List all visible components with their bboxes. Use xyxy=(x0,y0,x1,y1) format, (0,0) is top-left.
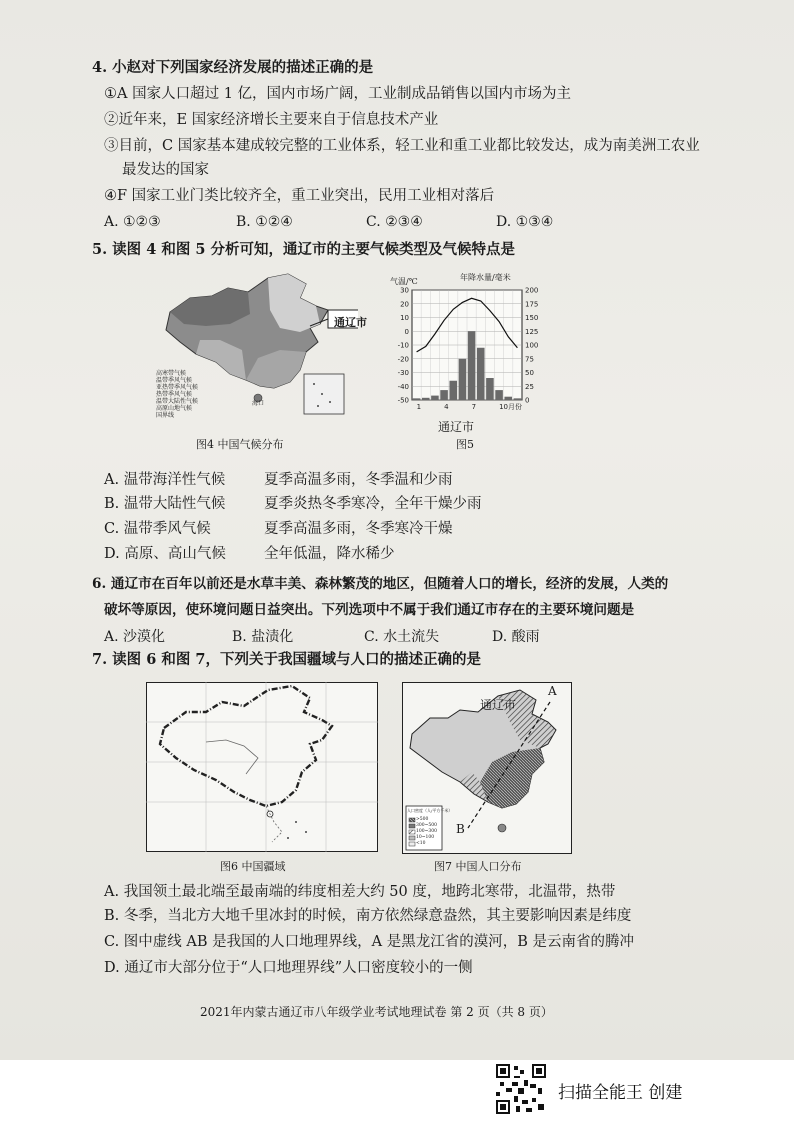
right-tick-label: 200 xyxy=(525,286,539,295)
precip-bar xyxy=(468,331,476,400)
q7-stem: 7. 读图 6 和图 7，下列关于我国疆域与人口的描述正确的是 xyxy=(92,651,482,668)
q7-option-d: D. 通辽市大部分位于“人口地理界线”人口密度较小的一侧 xyxy=(104,960,473,976)
fig7-point-b: B xyxy=(456,822,465,836)
fig6-caption: 图6 中国疆域 xyxy=(220,860,286,873)
fig4-legend-item: 温带季风气候 xyxy=(156,377,193,384)
fig7-caption: 图7 中国人口分布 xyxy=(434,860,522,873)
right-tick-label: 150 xyxy=(525,314,539,322)
q5-option-b-desc: 夏季炎热冬季寒冷，全年干燥少雨 xyxy=(264,496,482,512)
fig5-left-axis-title: 气温/℃ xyxy=(390,277,418,286)
q6-option-d: D. 酸雨 xyxy=(492,629,540,645)
q6-stem-line2: 破坏等原因，使环境问题日益突出。下列选项中不属于我们通辽市存在的主要环境问题是 xyxy=(104,602,635,618)
precip-bar xyxy=(413,398,421,400)
q5-option-c-desc: 夏季高温多雨，冬季寒冷干燥 xyxy=(264,521,453,537)
left-tick-label: -40 xyxy=(397,382,409,391)
precip-bar xyxy=(495,390,503,400)
q5-option-a-desc: 夏季高温多雨，冬季温和少雨 xyxy=(264,472,453,488)
q5-stem: 5. 读图 4 和图 5 分析可知，通辽市的主要气候类型及气候特点是 xyxy=(92,241,516,258)
fig7-legend-item: 100~300 xyxy=(416,829,437,834)
tongliao-climate-chart xyxy=(384,284,554,416)
left-tick-label: -30 xyxy=(397,369,409,377)
fig5-city-title: 通辽市 xyxy=(438,420,475,434)
q4-option-b: B. ①②④ xyxy=(236,214,293,230)
left-tick-label: -50 xyxy=(397,396,409,405)
right-tick-label: 50 xyxy=(525,369,534,377)
q4-item-3-cont: 最发达的国家 xyxy=(122,162,209,178)
right-tick-label: 100 xyxy=(525,341,539,350)
precip-bar xyxy=(486,378,494,400)
q6-stem-line1: 6. 通辽市在百年以前还是水草丰美、森林繁茂的地区，但随着人口的增长，经济的发展，人类的 xyxy=(92,576,669,592)
q7-option-a: A. 我国领土最北端至最南端的纬度相差大约 50 度，地跨北寒带，北温带，热带 xyxy=(104,884,616,900)
fig7-point-a: A xyxy=(548,684,557,698)
right-tick-label: 0 xyxy=(525,396,530,405)
fig4-legend-item: 温带大陆性气候 xyxy=(156,398,199,405)
q6-option-a: A. 沙漠化 xyxy=(104,629,166,645)
fig4-legend-item: 热带季风气候 xyxy=(156,391,193,398)
china-territory-map xyxy=(146,682,378,852)
precip-bar xyxy=(431,396,439,400)
fig7-legend-item: 300~500 xyxy=(416,823,437,828)
x-tick-label: 1 xyxy=(416,403,422,411)
q4-option-d: D. ①③④ xyxy=(496,214,554,230)
q4-option-a: A. ①②③ xyxy=(104,214,161,230)
right-tick-label: 125 xyxy=(525,327,539,336)
precip-bar xyxy=(440,390,448,400)
x-tick-label: 7 xyxy=(471,403,477,411)
fig7-legend-item: >500 xyxy=(416,817,429,822)
left-tick-label: 0 xyxy=(404,327,409,336)
q5-option-d-label: D. 高原、高山气候 xyxy=(104,546,226,562)
fig7-legend-item: <10 xyxy=(416,841,426,846)
fig4-caption: 图4 中国气候分布 xyxy=(196,438,284,451)
x-tick-label: 10月份 xyxy=(499,403,523,411)
precip-bar xyxy=(449,381,457,400)
q4-option-c: C. ②③④ xyxy=(366,214,423,230)
q6-option-b: B. 盐渍化 xyxy=(232,629,294,645)
fig5-caption: 图5 xyxy=(456,438,474,451)
q7-option-b: B. 冬季，当北方大地千里冰封的时候，南方依然绿意盎然，其主要影响因素是纬度 xyxy=(104,908,632,924)
precip-bar xyxy=(459,359,467,400)
q4-item-2: ②近年来，E 国家经济增长主要来自于信息技术产业 xyxy=(104,112,439,128)
fig4-legend-item: 高原山地气候 xyxy=(156,405,193,412)
q5-option-b-label: B. 温带大陆性气候 xyxy=(104,496,226,512)
right-tick-label: 175 xyxy=(525,300,539,309)
fig4-tongliao-label: 通辽市 xyxy=(334,316,367,329)
fig7-legend-item: 10~100 xyxy=(416,835,435,840)
fig4-legend xyxy=(156,370,198,419)
fig7-legend xyxy=(416,817,437,847)
q4-stem: 4. 小赵对下列国家经济发展的描述正确的是 xyxy=(92,59,374,76)
q4-item-3: ③目前，C 国家基本建成较完整的工业体系，轻工业和重工业都比较发达，成为南美洲工农业 xyxy=(104,138,700,154)
q5-option-a-label: A. 温带海洋性气候 xyxy=(104,472,226,488)
fig4-legend-item: 高寒带气候 xyxy=(156,370,187,377)
qr-code-icon xyxy=(496,1064,546,1114)
precip-bar xyxy=(514,398,522,400)
fig7-legend-title: 人口密度（人/平方千米） xyxy=(407,808,453,813)
fig4-haikou-label: 海口 xyxy=(252,400,265,407)
precip-bar xyxy=(477,348,485,400)
scanner-brand-text: 扫描全能王 创建 xyxy=(558,1083,683,1103)
fig7-tongliao-label: 通辽市 xyxy=(480,698,517,712)
fig4-legend-item: 亚热带季风气候 xyxy=(156,384,199,391)
precip-bar xyxy=(504,397,512,400)
precip-bar xyxy=(422,398,430,400)
left-tick-label: 10 xyxy=(400,314,409,322)
q7-option-c: C. 图中虚线 AB 是我国的人口地理界线，A 是黑龙江省的漠河，B 是云南省的腾冲 xyxy=(104,934,634,950)
left-tick-label: -10 xyxy=(397,341,409,350)
left-tick-label: 20 xyxy=(400,300,409,309)
right-tick-label: 25 xyxy=(525,382,534,391)
fig4-legend-item: 国界线 xyxy=(156,412,175,419)
q6-option-c: C. 水土流失 xyxy=(364,629,440,645)
fig5-right-axis-title: 年降水量/毫米 xyxy=(460,273,511,282)
q5-option-c-label: C. 温带季风气候 xyxy=(104,521,211,537)
scanner-watermark xyxy=(496,1064,746,1116)
left-tick-label: -20 xyxy=(397,355,409,364)
left-tick-label: 30 xyxy=(400,286,409,295)
q4-item-1: ①A 国家人口超过 1 亿，国内市场广阔，工业制成品销售以国内市场为主 xyxy=(104,86,572,102)
page-footer: 2021年内蒙古通辽市八年级学业考试地理试卷 第 2 页（共 8 页） xyxy=(200,1005,553,1019)
q4-item-4: ④F 国家工业门类比较齐全，重工业突出，民用工业相对落后 xyxy=(104,188,495,204)
q5-option-d-desc: 全年低温，降水稀少 xyxy=(264,546,395,562)
x-tick-label: 4 xyxy=(444,403,449,411)
right-tick-label: 75 xyxy=(525,355,534,364)
